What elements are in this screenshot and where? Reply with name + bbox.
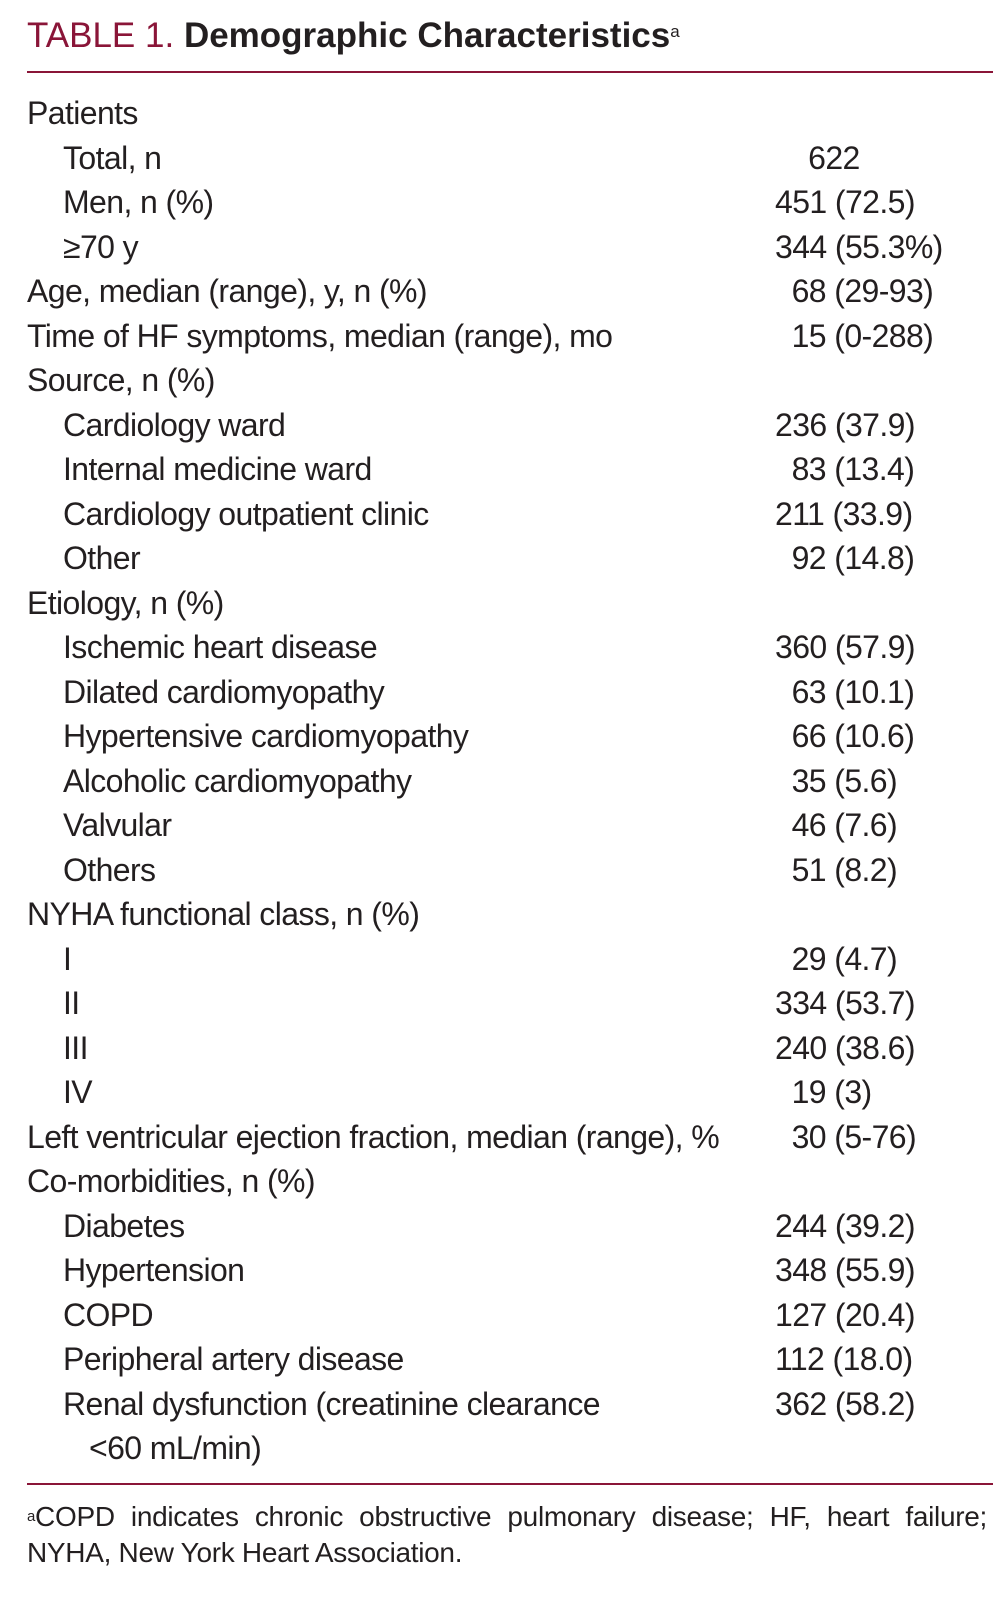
table-row xyxy=(27,314,993,359)
table-row xyxy=(27,269,993,314)
row-label: Time of HF symptoms, median (range), mo xyxy=(27,317,613,354)
row-label: <60 mL/min) xyxy=(89,1430,262,1466)
row-label: Renal dysfunction (creatinine clearance xyxy=(63,1385,600,1422)
table-row xyxy=(27,358,993,403)
row-value: 451 (72.5) xyxy=(775,184,915,220)
row-value: 240 (38.6) xyxy=(775,1029,915,1066)
row-label: Cardiology outpatient clinic xyxy=(63,495,429,532)
table-row xyxy=(27,1248,993,1293)
table-row xyxy=(27,1426,993,1471)
table-row xyxy=(27,447,993,492)
row-label: Hypertension xyxy=(63,1252,245,1288)
table-row xyxy=(27,848,993,893)
footnote-marker: a xyxy=(27,1507,36,1525)
table-name: Demographic Characteristics xyxy=(183,16,671,55)
bottom-rule xyxy=(27,1483,993,1485)
table-row xyxy=(27,225,993,270)
row-label: III xyxy=(63,1029,88,1066)
footnote-text: COPD indicates chronic obstructive pulmonary disease; HF, heart failure; NYHA, New York Heart Association. xyxy=(27,1500,987,1568)
row-value: 622 xyxy=(775,139,860,176)
row-label: Cardiology ward xyxy=(63,406,286,443)
row-label: COPD xyxy=(63,1296,154,1333)
row-label: Hypertensive cardiomyopathy xyxy=(63,718,469,754)
table-row xyxy=(27,625,993,670)
row-label: Co-morbidities, n (%) xyxy=(27,1163,315,1199)
row-value: 66 (10.6) xyxy=(775,718,915,754)
row-value: 15 (0-288) xyxy=(775,317,934,354)
table-row xyxy=(27,91,993,136)
row-value: 362 (58.2) xyxy=(775,1385,915,1422)
row-label: Others xyxy=(63,851,156,888)
row-label: IV xyxy=(63,1074,93,1110)
table-row xyxy=(27,136,993,181)
table-row xyxy=(27,981,993,1026)
row-label: Left ventricular ejection fraction, median (range), % xyxy=(27,1118,720,1155)
row-value: 360 (57.9) xyxy=(775,629,915,665)
row-label: Peripheral artery disease xyxy=(63,1341,404,1377)
table-row xyxy=(27,1204,993,1249)
table-row xyxy=(27,492,993,537)
table-row xyxy=(27,892,993,937)
row-label: Internal medicine ward xyxy=(63,451,372,487)
top-rule xyxy=(27,71,993,73)
table-body xyxy=(27,91,993,1471)
row-value: 334 (53.7) xyxy=(775,985,915,1021)
row-label: Men, n (%) xyxy=(63,184,214,220)
table-row xyxy=(27,1293,993,1338)
row-value: 112 (18.0) xyxy=(775,1341,913,1377)
row-label: Diabetes xyxy=(63,1207,185,1244)
table-row xyxy=(27,670,993,715)
table-row xyxy=(27,1026,993,1071)
row-value: 29 (4.7) xyxy=(775,940,898,977)
row-label: ≥70 y xyxy=(63,228,139,265)
row-value: 92 (14.8) xyxy=(775,540,915,576)
table-row xyxy=(27,937,993,982)
row-label: Valvular xyxy=(63,807,172,843)
row-value: 46 (7.6) xyxy=(775,807,898,843)
row-label: Alcoholic cardiomyopathy xyxy=(63,762,412,799)
table-title xyxy=(27,14,993,58)
row-label: Source, n (%) xyxy=(27,362,215,398)
row-value: 83 (13.4) xyxy=(775,451,915,487)
table-row xyxy=(27,759,993,804)
title-footnote-marker: a xyxy=(670,22,680,41)
row-label: Total, n xyxy=(63,139,162,176)
row-label: Dilated cardiomyopathy xyxy=(63,673,385,710)
row-value: 348 (55.9) xyxy=(775,1252,915,1288)
row-label: Other xyxy=(63,540,141,576)
row-value: 63 (10.1) xyxy=(775,673,915,710)
table-row xyxy=(27,1115,993,1160)
row-value: 244 (39.2) xyxy=(775,1207,915,1244)
row-label: Age, median (range), y, n (%) xyxy=(27,273,427,309)
row-label: Ischemic heart disease xyxy=(63,629,378,665)
row-value: 236 (37.9) xyxy=(775,406,915,443)
table-row xyxy=(27,714,993,759)
row-value: 30 (5-76) xyxy=(775,1118,917,1155)
row-label: Patients xyxy=(27,95,138,131)
table-row xyxy=(27,1159,993,1204)
row-value: 344 (55.3%) xyxy=(775,228,943,265)
table-row xyxy=(27,1337,993,1382)
row-value: 211 (33.9) xyxy=(775,495,913,532)
row-value: 127 (20.4) xyxy=(775,1296,915,1333)
table-row xyxy=(27,180,993,225)
table-row xyxy=(27,1382,993,1427)
demographics-table xyxy=(27,0,993,1571)
row-value: 19 (3) xyxy=(775,1074,872,1110)
table-row xyxy=(27,403,993,448)
row-label: Etiology, n (%) xyxy=(27,584,224,621)
table-footnote xyxy=(27,1499,987,1571)
table-label: TABLE 1. xyxy=(27,16,175,55)
table-row xyxy=(27,581,993,626)
row-label: NYHA functional class, n (%) xyxy=(27,896,420,932)
table-row xyxy=(27,536,993,581)
row-value: 51 (8.2) xyxy=(775,851,898,888)
table-row xyxy=(27,803,993,848)
row-label: II xyxy=(63,985,80,1021)
row-label: I xyxy=(63,940,72,977)
row-value: 68 (29-93) xyxy=(775,273,934,309)
row-value: 35 (5.6) xyxy=(775,762,898,799)
table-row xyxy=(27,1070,993,1115)
